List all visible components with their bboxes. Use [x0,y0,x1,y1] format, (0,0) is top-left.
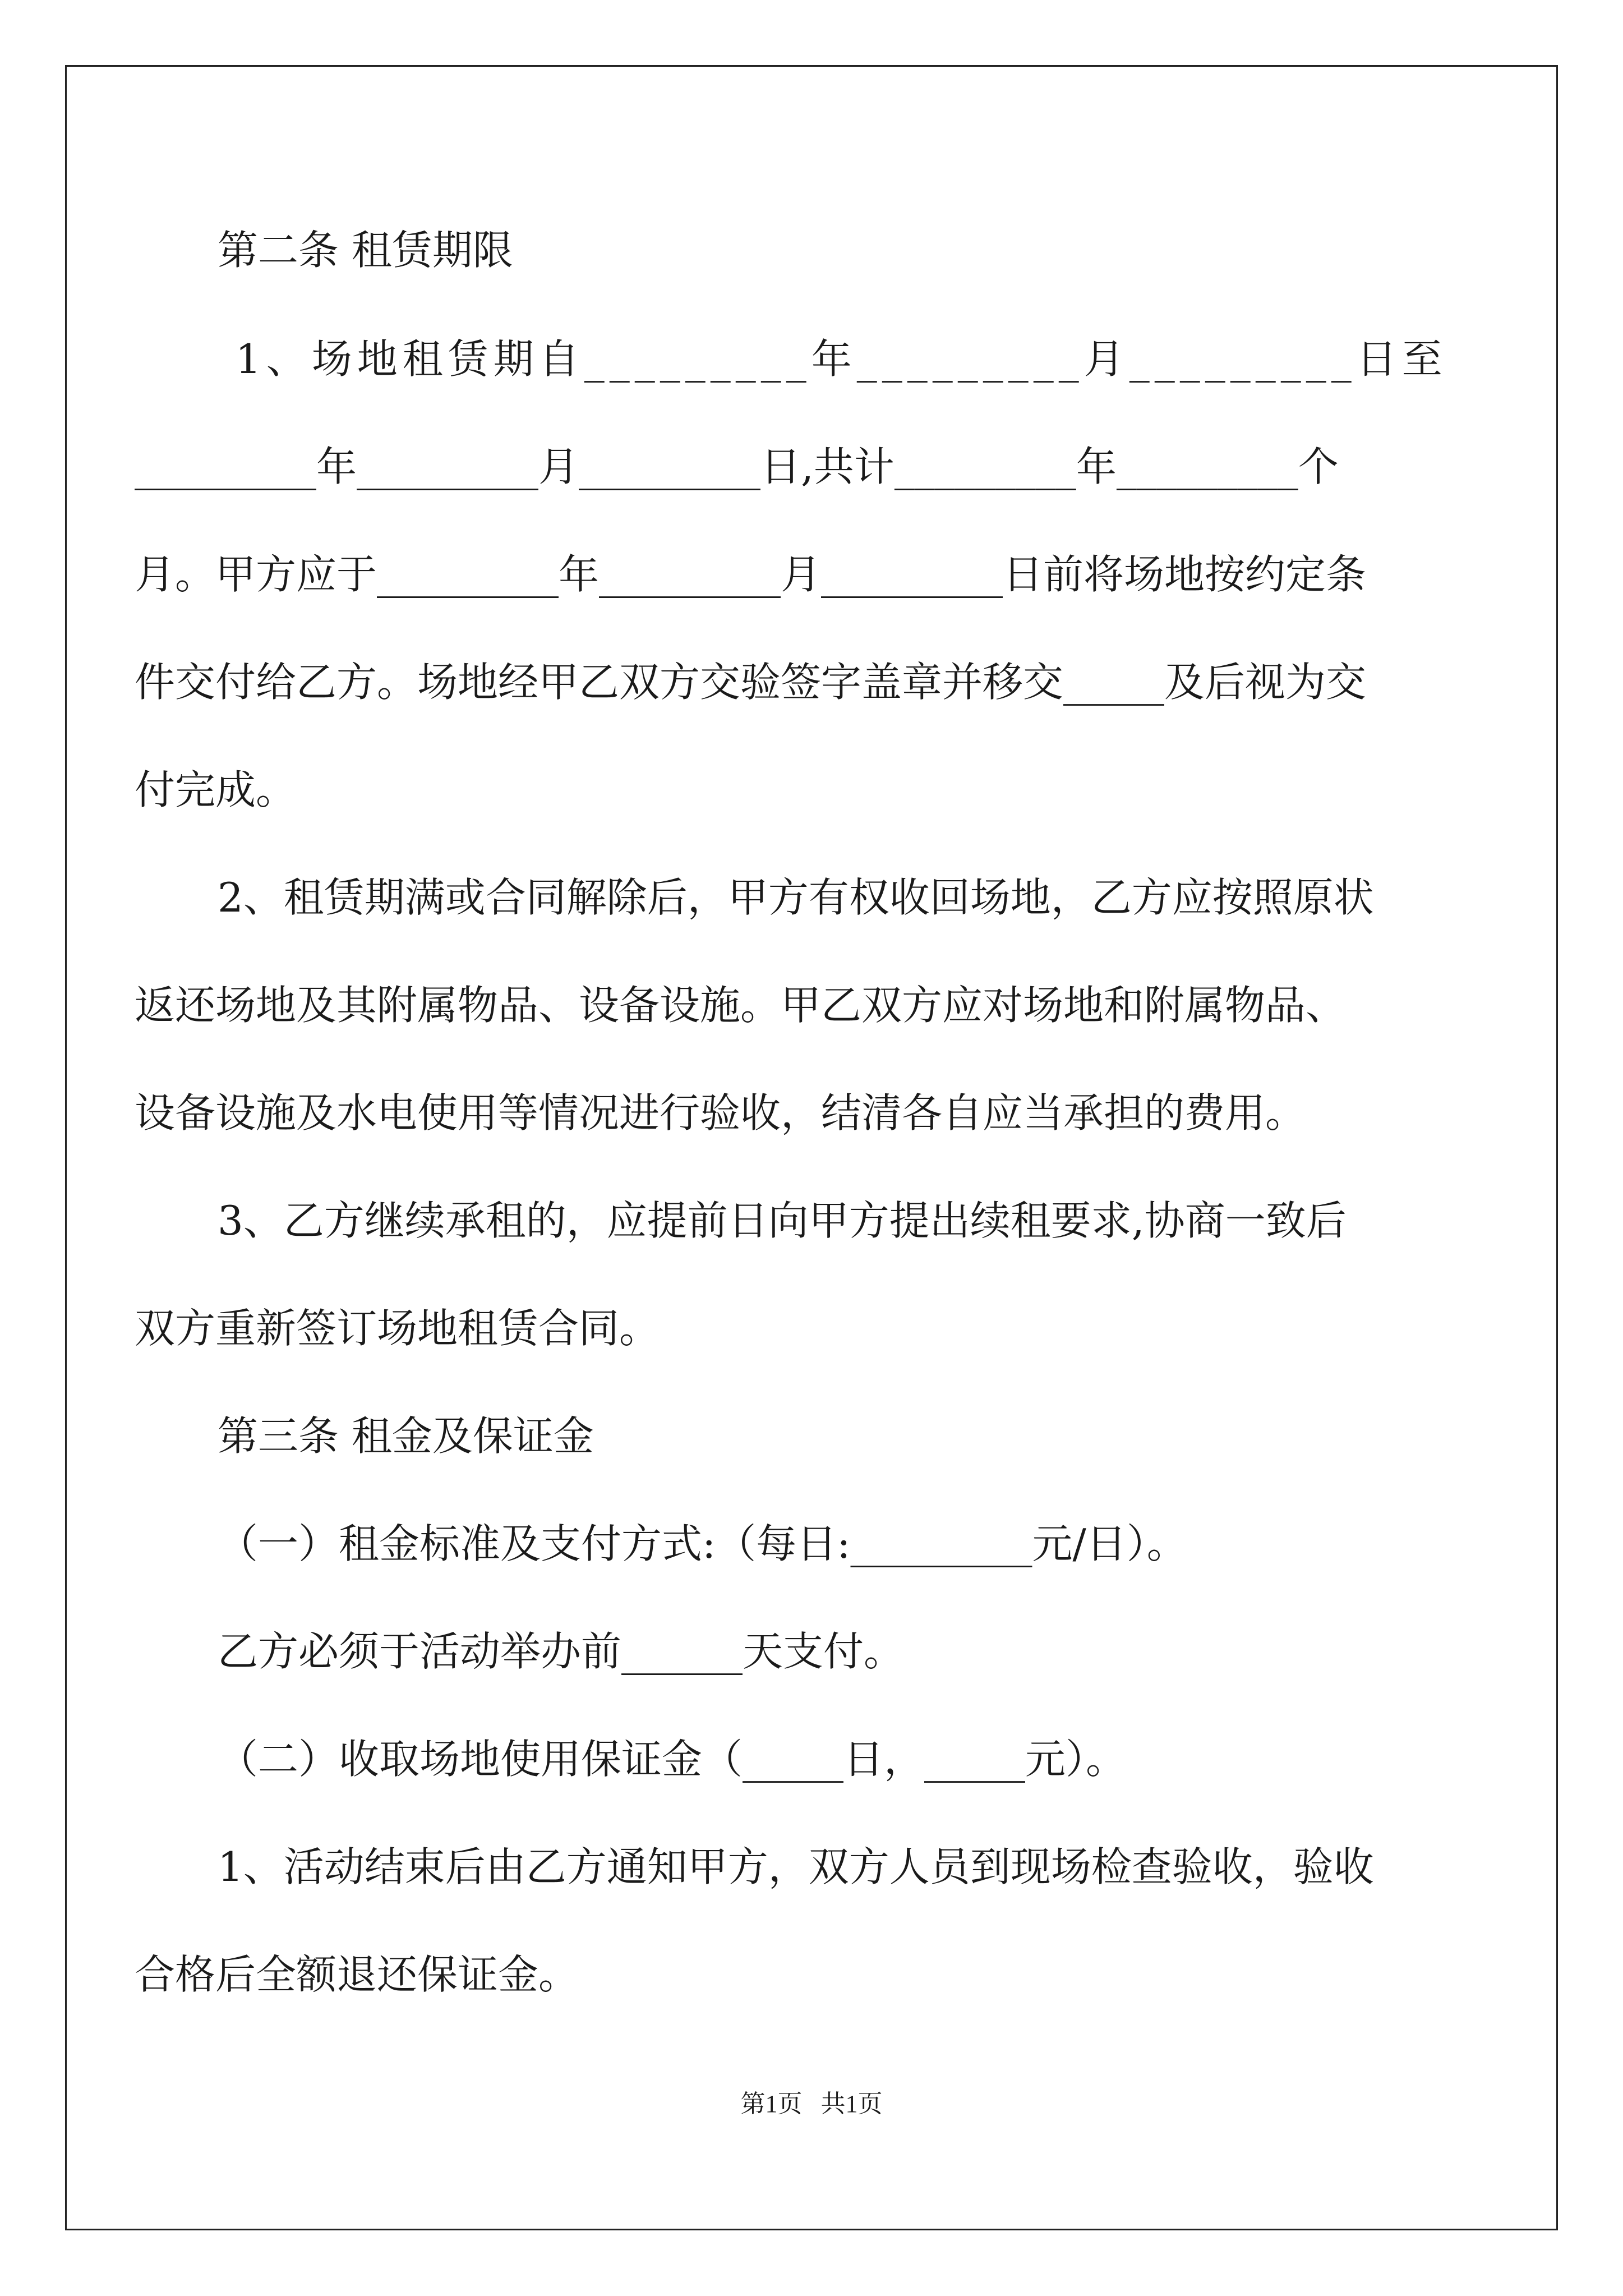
paragraph-line: 件交付给乙方。场地经甲乙双方交验签字盖章并移交_____及后视为交 [135,659,1367,706]
paragraph-line: 3、乙方继续承租的，应提前日向甲方提出续租要求,协商一致后 [218,1197,1347,1244]
paragraph-line: 1、活动结束后由乙方通知甲方，双方人员到现场检查验收，验收 [218,1843,1374,1890]
paragraph-line: 返还场地及其附属物品、设备设施。甲乙双方应对场地和附属物品、 [135,982,1347,1029]
paragraph-line: 2、租赁期满或合同解除后，甲方有权收回场地，乙方应按照原状 [218,874,1374,921]
paragraph-line: 乙方必须于活动举办前______天支付。 [218,1628,905,1675]
paragraph-line: 1、场地租赁期自_________年_________月_________日至 [218,335,1447,383]
paragraph-line: 付完成。 [135,766,297,813]
paragraph-line: （二）收取场地使用保证金（_____日，_____元）。 [218,1736,1127,1783]
paragraph-line: 月。甲方应于_________年_________月_________日前将场地按约定条 [135,551,1367,598]
paragraph-line: _________年_________月_________日,共计_________年_________个 [135,443,1339,490]
section-heading-rent-deposit: 第三条 租金及保证金 [218,1412,594,1460]
paragraph-line: 设备设施及水电使用等情况进行验收，结清各自应当承担的费用。 [135,1089,1306,1137]
paragraph-line: 双方重新签订场地租赁合同。 [135,1305,660,1352]
paragraph-line: （一）租金标准及支付方式:（每日:_________元/日）。 [218,1520,1187,1567]
section-heading-lease-term: 第二条 租赁期限 [218,227,513,274]
page-border [65,65,1558,2230]
paragraph-line: 合格后全额退还保证金。 [135,1951,579,1998]
page-number-footer: 第1页 共1页 [740,2090,883,2118]
